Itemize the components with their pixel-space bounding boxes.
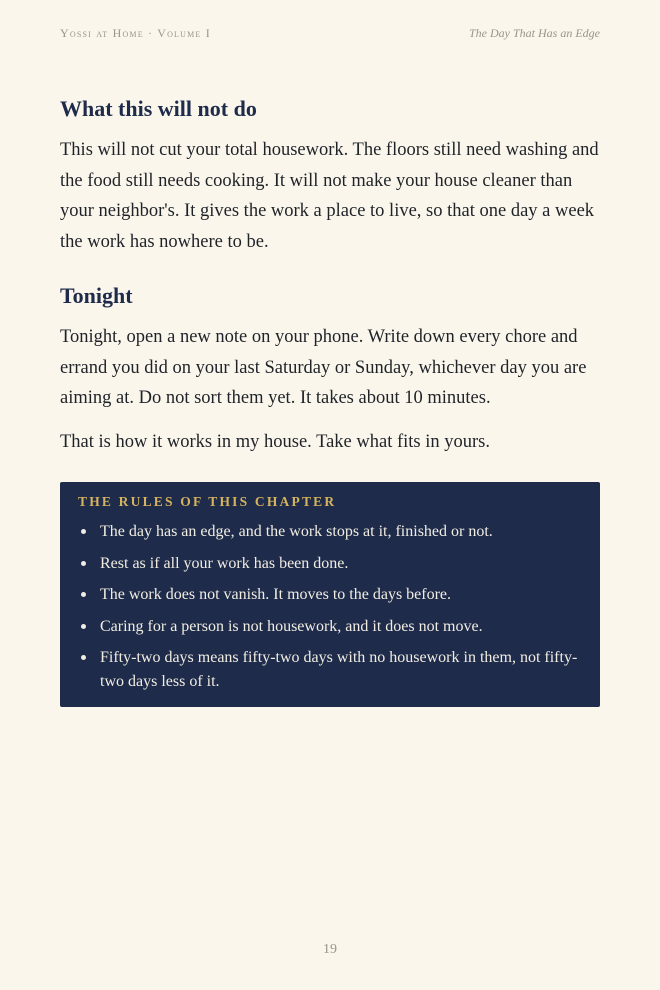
- rule-item-text: The work does not vanish. It moves to the days before.: [100, 586, 452, 603]
- rule-item: [78, 520, 582, 544]
- closing-paragraph: That is how it works in my house. Take what fits in yours.: [60, 431, 490, 452]
- section-tonight: [60, 281, 600, 414]
- bullet-dot-icon: [81, 592, 86, 597]
- rule-item: [78, 583, 582, 607]
- running-head: [60, 26, 600, 41]
- rule-item-text: Rest as if all your work has been done.: [100, 554, 349, 572]
- page-number: 19: [323, 942, 337, 957]
- rules-box-title: THE RULES OF THIS CHAPTER: [78, 494, 337, 509]
- bullet-dot-icon: [81, 529, 86, 534]
- rule-item: [78, 615, 582, 639]
- rule-item-text: Fifty-two days means fifty-two days with no housework in them, not fifty-two days less of it.: [100, 649, 578, 690]
- bullet-dot-icon: [81, 561, 86, 566]
- chapter-rules-box: [60, 482, 600, 707]
- bullet-dot-icon: [81, 655, 86, 660]
- running-head-chapter-title: The Day That Has an Edge: [469, 26, 600, 40]
- rule-item: [78, 646, 582, 693]
- rule-item: [78, 552, 582, 576]
- section-paragraph: Tonight, open a new note on your phone. Write down every chore and errand you did on your last Saturday or Sunday, whichever day you are aiming at. Do not sort them yet. It takes about 10 minutes.: [60, 327, 587, 408]
- section-heading: Tonight: [60, 283, 133, 308]
- section-paragraph: This will not cut your total housework. The floors still need washing and the food still needs cooking. It will not make your house cleaner than your neighbor's. It gives the work a place to live, so that one day a week the work has nowhere to be.: [60, 140, 599, 252]
- running-head-book-title: Yossi at Home · Volume I: [60, 26, 211, 40]
- rules-list: [78, 520, 582, 693]
- bullet-dot-icon: [81, 624, 86, 629]
- rule-item-text: The day has an edge, and the work stops at it, finished or not.: [100, 523, 493, 540]
- section-heading: What this will not do: [60, 96, 257, 121]
- section-what-this-will-not-do: [60, 94, 600, 257]
- page-content: [60, 94, 600, 707]
- rule-item-text: Caring for a person is not housework, and it does not move.: [100, 617, 483, 635]
